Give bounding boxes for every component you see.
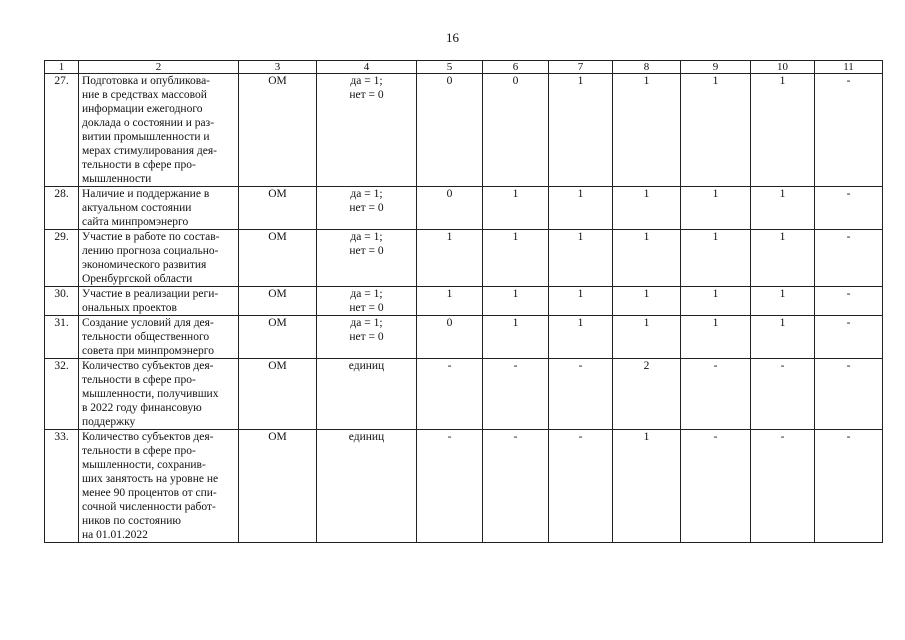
indicator-type: ОМ (239, 187, 317, 230)
value-col-7: 1 (549, 230, 613, 287)
unit-of-measure: да = 1; нет = 0 (317, 187, 417, 230)
table-body (45, 74, 883, 543)
value-col-10: 1 (751, 316, 815, 359)
value-col-5: - (417, 359, 483, 430)
row-number: 30. (45, 287, 79, 316)
row-number: 27. (45, 74, 79, 187)
column-header-3: 3 (239, 61, 317, 74)
column-header-10: 10 (751, 61, 815, 74)
value-col-6: 1 (483, 230, 549, 287)
value-col-8: 2 (613, 359, 681, 430)
value-col-7: 1 (549, 74, 613, 187)
row-number: 32. (45, 359, 79, 430)
indicator-type: ОМ (239, 359, 317, 430)
unit-of-measure: единиц (317, 430, 417, 543)
indicator-name: Создание условий для дея- тельности общественного совета при минпромэнерго (79, 316, 239, 359)
indicator-name: Подготовка и опубликова- ние в средствах массовой информации ежегодного доклада о состоянии и раз- витии промышленности и мерах стимулирования дея- тельности в сфере про- мышленности (79, 74, 239, 187)
indicator-name: Участие в работе по состав- лению прогноза социально- экономического развития Оренбургской области (79, 230, 239, 287)
value-col-10: - (751, 359, 815, 430)
table-row (45, 430, 883, 543)
value-col-8: 1 (613, 230, 681, 287)
column-header-8: 8 (613, 61, 681, 74)
value-col-9: 1 (681, 74, 751, 187)
row-number: 28. (45, 187, 79, 230)
value-col-5: 0 (417, 187, 483, 230)
value-col-10: - (751, 430, 815, 543)
row-number: 29. (45, 230, 79, 287)
indicator-type: ОМ (239, 74, 317, 187)
indicator-name: Количество субъектов дея- тельности в сфере про- мышленности, получивших в 2022 году финансовую поддержку (79, 359, 239, 430)
indicator-type: ОМ (239, 316, 317, 359)
table-row (45, 359, 883, 430)
value-col-6: - (483, 430, 549, 543)
column-header-4: 4 (317, 61, 417, 74)
value-col-11: - (815, 316, 883, 359)
unit-of-measure: да = 1; нет = 0 (317, 230, 417, 287)
value-col-8: 1 (613, 187, 681, 230)
value-col-10: 1 (751, 230, 815, 287)
column-header-11: 11 (815, 61, 883, 74)
unit-of-measure: да = 1; нет = 0 (317, 287, 417, 316)
indicators-table (44, 60, 883, 543)
value-col-11: - (815, 287, 883, 316)
value-col-9: - (681, 359, 751, 430)
table-row (45, 230, 883, 287)
value-col-8: 1 (613, 287, 681, 316)
value-col-11: - (815, 74, 883, 187)
value-col-7: 1 (549, 287, 613, 316)
page-number: 16 (446, 30, 459, 45)
indicator-name: Количество субъектов дея- тельности в сфере про- мышленности, сохранив- ших занятость на уровне не менее 90 процентов от спи- сочной численности работ- ников по состоянию на 01.01.2022 (79, 430, 239, 543)
value-col-5: 0 (417, 316, 483, 359)
unit-of-measure: да = 1; нет = 0 (317, 74, 417, 187)
table-row (45, 287, 883, 316)
value-col-6: - (483, 359, 549, 430)
value-col-9: 1 (681, 230, 751, 287)
value-col-6: 0 (483, 74, 549, 187)
value-col-8: 1 (613, 430, 681, 543)
value-col-11: - (815, 430, 883, 543)
header-row (45, 61, 883, 74)
column-header-2: 2 (79, 61, 239, 74)
value-col-11: - (815, 187, 883, 230)
value-col-10: 1 (751, 74, 815, 187)
indicator-type: ОМ (239, 430, 317, 543)
column-header-6: 6 (483, 61, 549, 74)
row-number: 31. (45, 316, 79, 359)
value-col-6: 1 (483, 187, 549, 230)
row-number: 33. (45, 430, 79, 543)
value-col-5: 0 (417, 74, 483, 187)
value-col-9: 1 (681, 187, 751, 230)
value-col-5: 1 (417, 230, 483, 287)
value-col-7: 1 (549, 316, 613, 359)
unit-of-measure: единиц (317, 359, 417, 430)
value-col-5: 1 (417, 287, 483, 316)
column-header-1: 1 (45, 61, 79, 74)
value-col-10: 1 (751, 187, 815, 230)
indicator-name: Участие в реализации реги- ональных проектов (79, 287, 239, 316)
value-col-7: - (549, 430, 613, 543)
table-row (45, 316, 883, 359)
value-col-7: - (549, 359, 613, 430)
table-row (45, 74, 883, 187)
value-col-9: 1 (681, 287, 751, 316)
value-col-10: 1 (751, 287, 815, 316)
value-col-6: 1 (483, 287, 549, 316)
indicator-type: ОМ (239, 287, 317, 316)
column-header-5: 5 (417, 61, 483, 74)
column-header-9: 9 (681, 61, 751, 74)
value-col-8: 1 (613, 316, 681, 359)
column-header-7: 7 (549, 61, 613, 74)
value-col-9: 1 (681, 316, 751, 359)
value-col-9: - (681, 430, 751, 543)
value-col-6: 1 (483, 316, 549, 359)
value-col-8: 1 (613, 74, 681, 187)
table-row (45, 187, 883, 230)
indicator-name: Наличие и поддержание в актуальном состоянии сайта минпромэнерго (79, 187, 239, 230)
value-col-7: 1 (549, 187, 613, 230)
value-col-11: - (815, 230, 883, 287)
value-col-5: - (417, 430, 483, 543)
unit-of-measure: да = 1; нет = 0 (317, 316, 417, 359)
indicator-type: ОМ (239, 230, 317, 287)
value-col-11: - (815, 359, 883, 430)
